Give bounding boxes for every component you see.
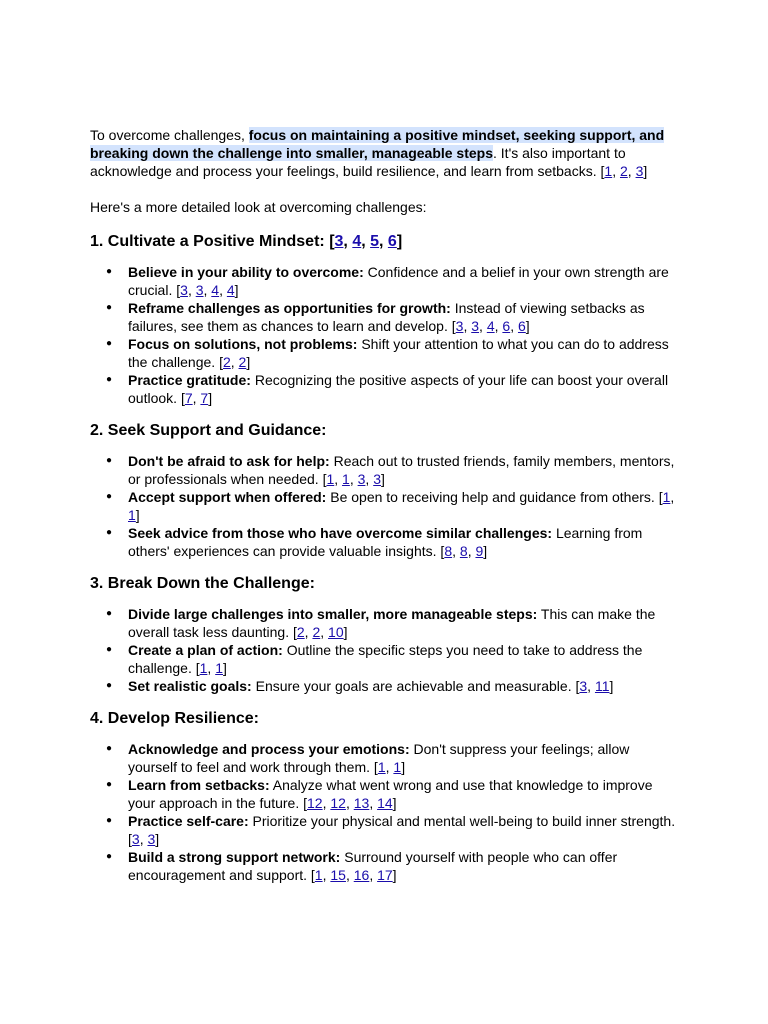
item-heading: Believe in your ability to overcome: bbox=[128, 264, 364, 280]
item-text: Instead of viewing setbacks as failures, see them as chances to learn and develop. bbox=[128, 300, 645, 334]
item-heading: Focus on solutions, not problems: bbox=[128, 336, 358, 352]
section-title-refs: [3, 4, 5, 6] bbox=[329, 233, 403, 250]
item-text: Outline the specific steps you need to take to address the challenge. bbox=[128, 642, 643, 676]
item-refs: [3, 11] bbox=[575, 678, 614, 694]
intro-paragraph bbox=[90, 126, 680, 180]
item-refs: [3, 3] bbox=[128, 831, 160, 847]
list-item bbox=[128, 677, 680, 695]
citation-link[interactable]: 3 bbox=[373, 471, 381, 487]
item-refs: [1, 1] bbox=[195, 660, 227, 676]
citation-link[interactable]: 14 bbox=[377, 795, 393, 811]
item-text: Reach out to trusted friends, family members, mentors, or professionals when needed. bbox=[128, 453, 675, 487]
citation-link[interactable]: 3 bbox=[147, 831, 156, 847]
list-item bbox=[128, 812, 680, 848]
list-item bbox=[128, 299, 680, 335]
citation-link[interactable]: 5 bbox=[370, 233, 380, 250]
list-item bbox=[128, 335, 680, 371]
citation-link[interactable]: 4 bbox=[211, 282, 220, 298]
citation-link[interactable]: 3 bbox=[357, 471, 366, 487]
item-heading: Create a plan of action: bbox=[128, 642, 283, 658]
section-heading bbox=[90, 232, 680, 252]
citation-link[interactable]: 8 bbox=[459, 543, 468, 559]
item-text: Learning from others' experiences can provide valuable insights. bbox=[128, 525, 643, 559]
section-title: 1. Cultivate a Positive Mindset: bbox=[90, 233, 325, 250]
item-refs: [3, 3, 4, 6, 6] bbox=[451, 318, 530, 334]
citation-link[interactable]: 7 bbox=[184, 390, 193, 406]
bullet-list bbox=[90, 605, 680, 695]
citation-link[interactable]: 3 bbox=[334, 233, 344, 250]
item-heading: Acknowledge and process your emotions: bbox=[128, 741, 410, 757]
citation-link[interactable]: 1 bbox=[326, 471, 335, 487]
sections-container bbox=[90, 232, 680, 884]
list-item bbox=[128, 524, 680, 560]
item-heading: Divide large challenges into smaller, more manageable steps: bbox=[128, 606, 538, 622]
section-title: 4. Develop Resilience: bbox=[90, 710, 259, 727]
citation-link[interactable]: 4 bbox=[486, 318, 495, 334]
item-text: Recognizing the positive aspects of your life can boost your overall outlook. bbox=[128, 372, 669, 406]
item-heading: Build a strong support network: bbox=[128, 849, 341, 865]
citation-link[interactable]: 2 bbox=[222, 354, 231, 370]
citation-link[interactable]: 12 bbox=[330, 795, 346, 811]
item-refs: [1, 1] bbox=[373, 759, 406, 775]
item-refs: [3, 3, 4, 4] bbox=[176, 282, 239, 298]
citation-link[interactable]: 2 bbox=[619, 163, 628, 179]
section-title: 2. Seek Support and Guidance: bbox=[90, 422, 327, 439]
citation-link[interactable]: 3 bbox=[635, 163, 644, 179]
item-text: Ensure your goals are achievable and measurable. bbox=[251, 678, 572, 694]
item-text: This can make the overall task less daunting. bbox=[128, 606, 656, 640]
citation-link[interactable]: 3 bbox=[455, 318, 464, 334]
citation-link[interactable]: 4 bbox=[352, 233, 362, 250]
citation-link[interactable]: 1 bbox=[199, 660, 208, 676]
intro-tail: . It's also important to acknowledge and process your feelings, build resilience, and learn from setbacks. bbox=[90, 145, 626, 179]
item-heading: Don't be afraid to ask for help: bbox=[128, 453, 330, 469]
citation-link[interactable]: 1 bbox=[377, 759, 386, 775]
citation-link[interactable]: 2 bbox=[296, 624, 305, 640]
item-text: Confidence and a belief in your own strength are crucial. bbox=[128, 264, 669, 298]
list-item bbox=[128, 488, 680, 524]
citation-link[interactable]: 6 bbox=[387, 233, 397, 250]
citation-link[interactable]: 13 bbox=[353, 795, 370, 811]
list-item bbox=[128, 740, 680, 776]
citation-link[interactable]: 3 bbox=[471, 318, 480, 334]
item-heading: Practice self-care: bbox=[128, 813, 249, 829]
list-item bbox=[128, 776, 680, 812]
bullet-list bbox=[90, 452, 680, 560]
citation-link[interactable]: 3 bbox=[131, 831, 140, 847]
citation-link[interactable]: 1 bbox=[393, 759, 402, 775]
item-heading: Accept support when offered: bbox=[128, 489, 327, 505]
citation-link[interactable]: 15 bbox=[330, 867, 346, 883]
citation-link[interactable]: 16 bbox=[353, 867, 370, 883]
citation-link[interactable]: 1 bbox=[314, 867, 323, 883]
citation-link[interactable]: 6 bbox=[502, 318, 511, 334]
citation-link[interactable]: 12 bbox=[307, 795, 323, 811]
citation-link[interactable]: 9 bbox=[475, 543, 484, 559]
bullet-list bbox=[90, 740, 680, 884]
citation-link[interactable]: 1 bbox=[604, 163, 613, 179]
citation-link[interactable]: 3 bbox=[180, 282, 188, 298]
citation-link[interactable]: 8 bbox=[444, 543, 453, 559]
item-refs: [1, 1, 3, 3] bbox=[322, 471, 385, 487]
citation-link[interactable]: 2 bbox=[312, 624, 321, 640]
document-page bbox=[90, 126, 680, 884]
list-item bbox=[128, 263, 680, 299]
item-refs: [12, 12, 13, 14] bbox=[303, 795, 397, 811]
item-heading: Reframe challenges as opportunities for growth: bbox=[128, 300, 451, 316]
section-title: 3. Break Down the Challenge: bbox=[90, 575, 315, 592]
section-heading bbox=[90, 574, 680, 594]
list-item bbox=[128, 605, 680, 641]
item-text: Shift your attention to what you can do to address the challenge. bbox=[128, 336, 669, 370]
item-heading: Seek advice from those who have overcome similar challenges: bbox=[128, 525, 553, 541]
item-text: Be open to receiving help and guidance from others. bbox=[326, 489, 655, 505]
section-heading bbox=[90, 709, 680, 729]
citation-link[interactable]: 1 bbox=[128, 507, 136, 523]
citation-link[interactable]: 17 bbox=[377, 867, 393, 883]
item-refs: [1, 15, 16, 17] bbox=[310, 867, 397, 883]
citation-link[interactable]: 6 bbox=[517, 318, 526, 334]
item-text: Prioritize your physical and mental well-being to build inner strength. bbox=[248, 813, 676, 829]
item-heading: Set realistic goals: bbox=[128, 678, 252, 694]
intro-highlight: focus on maintaining a positive mindset, seeking support, and breaking down the challenge into smaller, manageable steps bbox=[90, 127, 665, 161]
item-refs: [2, 2, 10] bbox=[292, 624, 348, 640]
list-item bbox=[128, 371, 680, 407]
item-text: Don't suppress your feelings; allow yourself to feel and work through them. bbox=[128, 741, 630, 775]
citation-link[interactable]: 1 bbox=[215, 660, 223, 676]
bullet-list bbox=[90, 263, 680, 407]
citation-link[interactable]: 2 bbox=[238, 354, 247, 370]
citation-link[interactable]: 10 bbox=[328, 624, 344, 640]
item-refs: [7, 7] bbox=[180, 390, 213, 406]
citation-link[interactable]: 3 bbox=[579, 678, 588, 694]
item-text: Surround yourself with people who can offer encouragement and support. bbox=[128, 849, 618, 883]
citation-link[interactable]: 3 bbox=[195, 282, 204, 298]
citation-link[interactable]: 1 bbox=[662, 489, 671, 505]
citation-link[interactable]: 11 bbox=[594, 678, 610, 694]
item-refs: [1, 1] bbox=[128, 489, 675, 523]
list-item bbox=[128, 641, 680, 677]
item-text: Analyze what went wrong and use that knowledge to improve your approach in the future. bbox=[128, 777, 653, 811]
citation-link[interactable]: 7 bbox=[200, 390, 209, 406]
list-item bbox=[128, 452, 680, 488]
citation-link[interactable]: 4 bbox=[226, 282, 235, 298]
section-heading bbox=[90, 421, 680, 441]
citation-link[interactable]: 1 bbox=[342, 471, 350, 487]
list-item bbox=[128, 848, 680, 884]
item-refs: [2, 2] bbox=[219, 354, 251, 370]
item-refs: [8, 8, 9] bbox=[440, 543, 488, 559]
item-heading: Practice gratitude: bbox=[128, 372, 251, 388]
intro-refs: [1, 2, 3] bbox=[600, 163, 648, 179]
item-heading: Learn from setbacks: bbox=[128, 777, 270, 793]
lead-in: Here's a more detailed look at overcoming challenges: bbox=[90, 199, 427, 215]
intro-lead: To overcome challenges, bbox=[90, 127, 249, 143]
